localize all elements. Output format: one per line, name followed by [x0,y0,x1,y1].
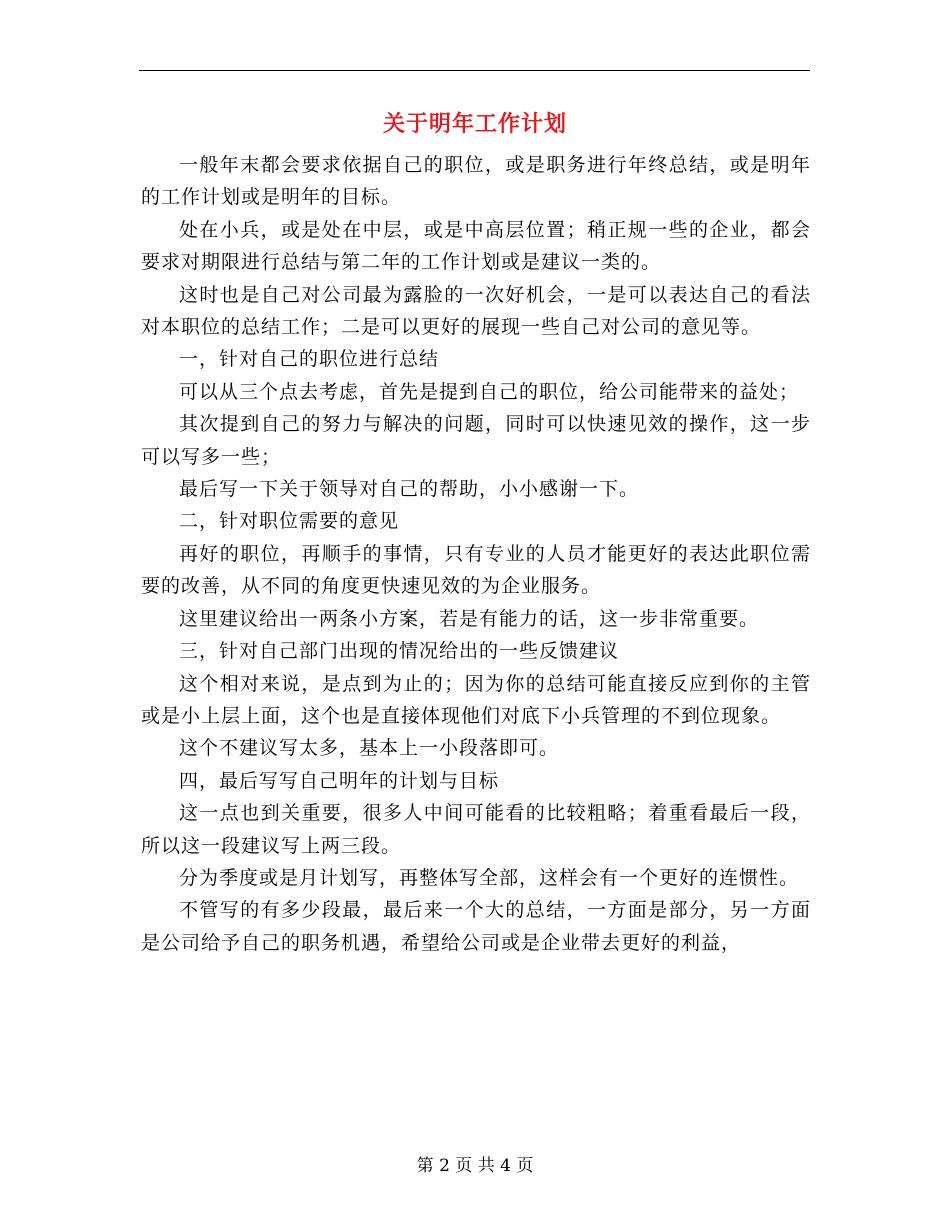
paragraph: 这里建议给出一两条小方案，若是有能力的话，这一步非常重要。 [179,607,760,630]
document-body [141,149,811,959]
paragraph: 分为季度或是月计划写，再整体写全部，这样会有一个更好的连惯性。 [179,866,800,889]
paragraph: 这时也是自己对公司最为露脸的一次好机会，一是可以表达自己的看法对本职位的总结工作；二是可以更好的展现一些自己对公司的意见等。 [141,283,811,339]
paragraph: 这一点也到关重要，很多人中间可能看的比较粗略；着重看最后一段，所以这一段建议写上两三段。 [141,802,811,857]
paragraph: 这个相对来说，是点到为止的；因为你的总结可能直接反应到你的主管或是小上层上面，这个也是直接体现他们对底下小兵管理的不到位现象。 [141,672,811,727]
paragraph: 一般年末都会要求依据自己的职位，或是职务进行年终总结，或是明年的工作计划或是明年的目标。 [141,154,811,209]
paragraph: 最后写一下关于领导对自己的帮助，小小感谢一下。 [179,478,640,501]
section-heading: 一，针对自己的职位进行总结 [179,348,440,371]
document-title: 关于明年工作计划 [382,111,567,137]
paragraph: 这个不建议写太多，基本上一小段落即可。 [179,737,560,760]
section-heading: 四，最后写写自己明年的计划与目标 [179,769,500,792]
page-number: 第 2 页 共 4 页 [416,1156,534,1176]
section-heading: 三，针对自己部门出现的情况给出的一些反馈建议 [179,640,620,663]
paragraph: 再好的职位，再顺手的事情，只有专业的人员才能更好的表达此职位需要的改善，从不同的角度更快速见效的为企业服务。 [141,542,811,598]
paragraph: 可以从三个点去考虑，首先是提到自己的职位，给公司能带来的益处； [179,380,800,403]
paragraph: 其次提到自己的努力与解决的问题，同时可以快速见效的操作，这一步可以写多一些； [141,413,811,468]
paragraph: 处在小兵，或是处在中层，或是中高层位置；稍正规一些的企业，都会要求对期限进行总结与第二年的工作计划或是建议一类的。 [141,218,811,274]
header-rule [139,70,810,71]
section-heading: 二，针对职位需要的意见 [179,510,400,533]
paragraph: 不管写的有多少段最，最后来一个大的总结，一方面是部分，另一方面是公司给予自己的职务机遇，希望给公司或是企业带去更好的利益， [141,899,811,954]
